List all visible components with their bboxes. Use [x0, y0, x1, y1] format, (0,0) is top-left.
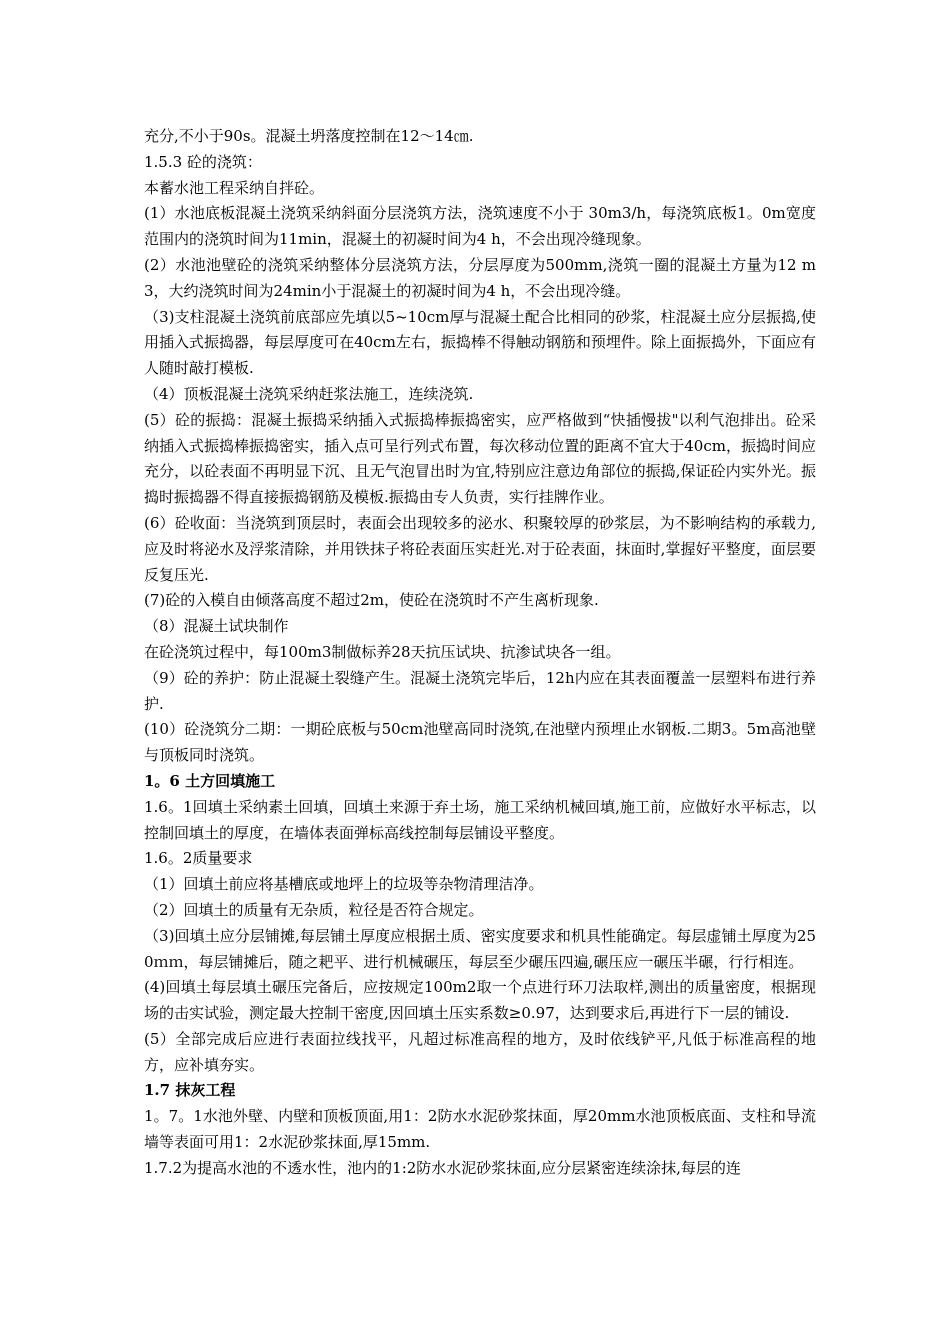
- paragraph: 1.5.3 砼的浇筑：: [144, 152, 262, 171]
- document-body: [144, 124, 816, 1182]
- paragraph: (1）水池底板混凝土浇筑采纳斜面分层浇筑方法，浇筑速度不小于 30m3/h，每浇筑底板1。0m宽度范围内的浇筑时间为11min，混凝土的初凝时间为4 h，不会出现冷缝现象。: [144, 204, 816, 249]
- paragraph: （4）顶板混凝土浇筑采纳赶浆法施工，连续浇筑.: [144, 384, 474, 403]
- paragraph: （3)回填土应分层铺摊,每层铺土厚度应根据土质、密实度要求和机具性能确定。每层虚铺土厚度为250ｍｍ，每层铺摊后，随之耙平、进行机械碾压，每层至少碾压四遍,碾压应一碾压半碾，行行相连。: [144, 926, 816, 971]
- paragraph: （9）砼的养护：防止混凝土裂缝产生。混凝土浇筑完毕后，12h内应在其表面覆盖一层塑料布进行养护.: [144, 668, 816, 713]
- section-heading: 1.7 抹灰工程: [144, 1081, 236, 1100]
- paragraph: （2）回填土的质量有无杂质，粒径是否符合规定。: [144, 900, 484, 919]
- paragraph: (4)回填土每层填土碾压完备后，应按规定100m2取一个点进行环刀法取样,测出的质量密度，根据现场的击实试验，测定最大控制干密度,因回填土压实系数≥0.97，达到要求后,再进行下一层的铺设.: [144, 978, 816, 1023]
- paragraph: (10）砼浇筑分二期：一期砼底板与50cm池壁高同时浇筑,在池壁内预埋止水钢板.二期3。5m高池壁与顶板同时浇筑。: [144, 720, 816, 765]
- paragraph: 在砼浇筑过程中，每100m3制做标养28天抗压试块、抗渗试块各一组。: [144, 642, 621, 661]
- paragraph: （1）回填土前应将基槽底或地坪上的垃圾等杂物清理洁净。: [144, 875, 544, 894]
- paragraph: (6）砼收面：当浇筑到顶层时，表面会出现较多的泌水、积聚较厚的砂浆层，为不影响结构的承载力,应及时将泌水及浮浆清除，并用铁抹子将砼表面压实赶光.对于砼表面，抹面时,掌握好平整度，面层要反复压光.: [144, 513, 816, 584]
- paragraph: (7)砼的入模自由倾落高度不超过2m，使砼在浇筑时不产生离析现象.: [144, 591, 599, 610]
- paragraph: （3)支柱混凝土浇筑前底部应先填以5~10cm厚与混凝土配合比相同的砂浆，柱混凝土应分层振捣,使用插入式振捣器，每层厚度可在40cm左右，振捣棒不得触动钢筋和预埋件。除上面振捣外，下面应有人随时敲打模板.: [144, 307, 816, 378]
- paragraph: (2）水池池壁砼的浇筑采纳整体分层浇筑方法，分层厚度为500mm,浇筑一圈的混凝土方量为12 m3，大约浇筑时间为24min小于混凝土的初凝时间为4 h，不会出现冷缝。: [144, 255, 816, 300]
- paragraph: 1.7.2为提高水池的不透水性，池内的1:2防水水泥砂浆抹面,应分层紧密连续涂抹,每层的连: [144, 1158, 741, 1177]
- paragraph: 1.6。2质量要求: [144, 849, 253, 868]
- paragraph: 1。7。1水池外壁、内壁和顶板顶面,用1：2防水水泥砂浆抹面，厚20mm水池顶板底面、支柱和导流墙等表面可用1：2水泥砂浆抹面,厚15mm.: [144, 1107, 816, 1152]
- paragraph: (5）全部完成后应进行表面拉线找平，凡超过标准高程的地方，及时依线铲平,凡低于标准高程的地方，应补填夯实。: [144, 1029, 816, 1074]
- paragraph: （8）混凝土试块制作: [144, 617, 289, 636]
- paragraph: 本蓄水池工程采纳自拌砼。: [144, 178, 325, 197]
- paragraph: (5）砼的振捣：混凝土振捣采纳插入式振捣棒振捣密实，应严格做到“快插慢拔"以利气泡排出。砼采纳插入式振捣棒振捣密实，插入点可呈行列式布置，每次移动位置的距离不宜大于40cm，振捣时间应充分，以砼表面不再明显下沉、且无气泡冒出时为宜,特别应注意边角部位的振捣,保证砼内实外光。振捣时振捣器不得直接振捣钢筋及模板.振捣由专人负责，实行挂牌作业。: [144, 410, 816, 507]
- paragraph: 1.6。1回填土采纳素土回填，回填土来源于弃土场，施工采纳机械回填,施工前，应做好水平标志，以控制回填土的厚度，在墙体表面弹标高线控制每层铺设平整度。: [144, 797, 816, 842]
- paragraph: 充分,不小于90s。混凝土坍落度控制在12～14㎝.: [144, 127, 474, 145]
- section-heading: 1。6 土方回填施工: [144, 771, 276, 790]
